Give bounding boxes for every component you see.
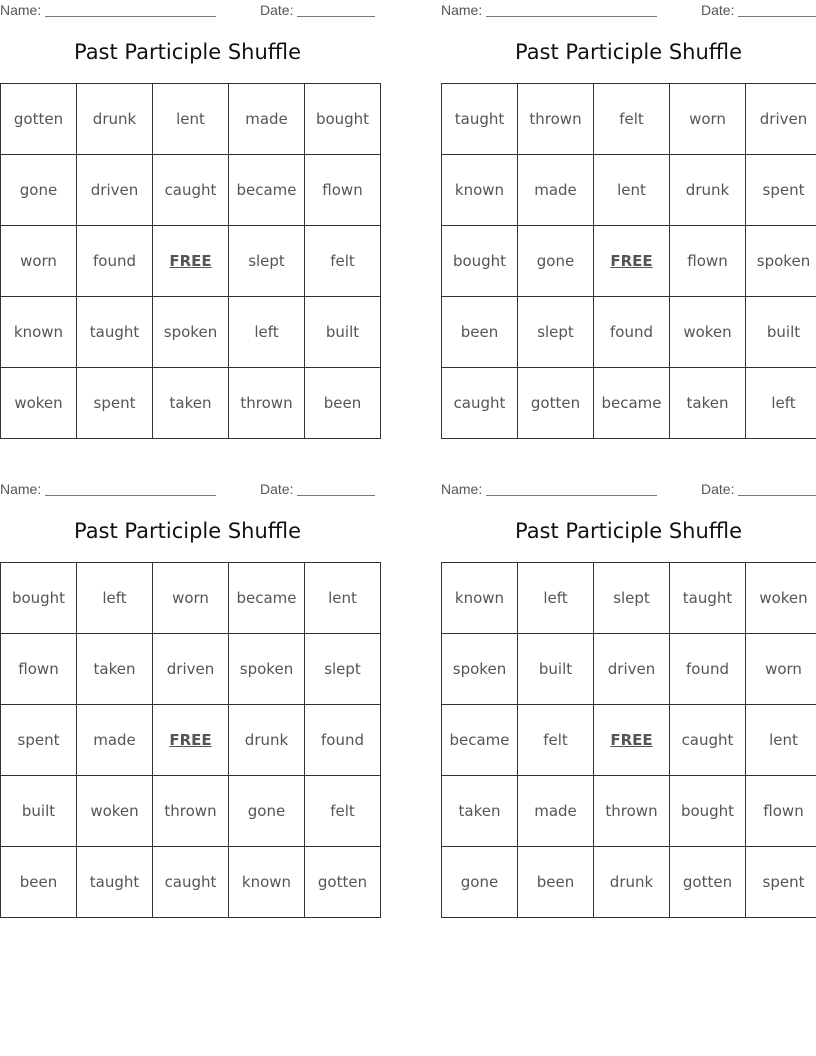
name-label: Name: [441, 2, 483, 18]
grid-cell: bought [1, 563, 77, 634]
grid-cell: taught [77, 847, 153, 918]
grid-cell: bought [305, 84, 381, 155]
grid-cell: spoken [153, 297, 229, 368]
grid-cell: gone [1, 155, 77, 226]
grid-cell: became [229, 563, 305, 634]
grid-cell: bought [670, 776, 746, 847]
grid-cell: built [305, 297, 381, 368]
bingo-card-3 [0, 479, 375, 919]
date-label: Date: [260, 2, 294, 18]
card-title: Past Participle Shuffle [73, 519, 302, 543]
name-blank [486, 16, 657, 17]
grid-cell: flown [670, 226, 746, 297]
grid-cell: gotten [1, 84, 77, 155]
grid-cell: driven [153, 634, 229, 705]
date-blank [297, 16, 375, 17]
bingo-grid [0, 83, 381, 439]
grid-row [1, 297, 381, 368]
grid-cell: woken [746, 563, 816, 634]
grid-cell: made [77, 705, 153, 776]
grid-cell: slept [229, 226, 305, 297]
grid-cell: made [518, 155, 594, 226]
grid-cell: spent [1, 705, 77, 776]
grid-cell: taken [442, 776, 518, 847]
grid-cell: built [746, 297, 816, 368]
grid-cell: lent [746, 705, 816, 776]
grid-cell: been [1, 847, 77, 918]
grid-cell: worn [1, 226, 77, 297]
grid-cell: worn [153, 563, 229, 634]
grid-cell: been [442, 297, 518, 368]
grid-cell: left [77, 563, 153, 634]
free-space-cell: FREE [594, 705, 670, 776]
date-label: Date: [260, 481, 294, 497]
grid-cell: lent [305, 563, 381, 634]
bingo-card-1 [0, 0, 375, 440]
grid-cell: felt [594, 84, 670, 155]
grid-cell: caught [153, 847, 229, 918]
grid-cell: became [594, 368, 670, 439]
grid-row [1, 155, 381, 226]
grid-cell: gone [229, 776, 305, 847]
grid-cell: taught [77, 297, 153, 368]
name-blank [45, 16, 216, 17]
grid-cell: thrown [229, 368, 305, 439]
grid-cell: known [442, 563, 518, 634]
grid-cell: became [229, 155, 305, 226]
grid-cell: known [229, 847, 305, 918]
grid-cell: felt [305, 226, 381, 297]
grid-row [442, 368, 816, 439]
grid-cell: driven [594, 634, 670, 705]
grid-row [1, 705, 381, 776]
grid-cell: slept [305, 634, 381, 705]
grid-cell: spoken [746, 226, 816, 297]
card-header [0, 2, 375, 20]
grid-row [442, 847, 816, 918]
grid-cell: taught [670, 563, 746, 634]
bingo-grid [441, 562, 816, 918]
card-header [441, 481, 816, 499]
grid-cell: thrown [594, 776, 670, 847]
grid-cell: flown [305, 155, 381, 226]
grid-cell: caught [670, 705, 746, 776]
card-header [0, 481, 375, 499]
date-blank [738, 495, 816, 496]
grid-row [1, 776, 381, 847]
grid-cell: taken [153, 368, 229, 439]
grid-row [442, 226, 816, 297]
grid-row [1, 84, 381, 155]
grid-cell: flown [1, 634, 77, 705]
name-label: Name: [0, 481, 42, 497]
grid-cell: felt [518, 705, 594, 776]
grid-cell: taken [77, 634, 153, 705]
grid-cell: made [229, 84, 305, 155]
bingo-grid [441, 83, 816, 439]
grid-cell: driven [746, 84, 816, 155]
grid-cell: lent [594, 155, 670, 226]
grid-cell: spent [746, 847, 816, 918]
free-space-cell: FREE [153, 705, 229, 776]
grid-cell: spent [77, 368, 153, 439]
grid-cell: drunk [229, 705, 305, 776]
grid-cell: gone [518, 226, 594, 297]
grid-cell: gone [442, 847, 518, 918]
card-header [441, 2, 816, 20]
date-label: Date: [701, 481, 735, 497]
grid-cell: worn [746, 634, 816, 705]
grid-cell: taught [442, 84, 518, 155]
grid-cell: thrown [153, 776, 229, 847]
grid-cell: left [746, 368, 816, 439]
grid-row [442, 634, 816, 705]
grid-cell: drunk [670, 155, 746, 226]
grid-cell: drunk [77, 84, 153, 155]
grid-cell: built [518, 634, 594, 705]
grid-cell: gotten [305, 847, 381, 918]
name-label: Name: [441, 481, 483, 497]
grid-cell: found [594, 297, 670, 368]
grid-cell: gotten [670, 847, 746, 918]
grid-cell: made [518, 776, 594, 847]
grid-cell: been [518, 847, 594, 918]
grid-row [1, 847, 381, 918]
grid-cell: spoken [442, 634, 518, 705]
name-blank [45, 495, 216, 496]
grid-row [1, 226, 381, 297]
card-title: Past Participle Shuffle [73, 40, 302, 64]
date-blank [738, 16, 816, 17]
grid-cell: drunk [594, 847, 670, 918]
grid-cell: left [229, 297, 305, 368]
grid-cell: left [518, 563, 594, 634]
grid-cell: built [1, 776, 77, 847]
bingo-card-4 [441, 479, 816, 919]
grid-cell: spent [746, 155, 816, 226]
free-space-cell: FREE [153, 226, 229, 297]
date-label: Date: [701, 2, 735, 18]
card-title: Past Participle Shuffle [514, 519, 743, 543]
grid-row [442, 705, 816, 776]
grid-row [442, 297, 816, 368]
grid-row [1, 563, 381, 634]
grid-cell: woken [670, 297, 746, 368]
grid-cell: slept [594, 563, 670, 634]
grid-cell: taken [670, 368, 746, 439]
name-blank [486, 495, 657, 496]
grid-cell: slept [518, 297, 594, 368]
grid-cell: woken [1, 368, 77, 439]
grid-cell: caught [153, 155, 229, 226]
grid-row [1, 368, 381, 439]
grid-cell: been [305, 368, 381, 439]
grid-cell: felt [305, 776, 381, 847]
grid-cell: driven [77, 155, 153, 226]
free-space-cell: FREE [594, 226, 670, 297]
grid-cell: gotten [518, 368, 594, 439]
grid-cell: woken [77, 776, 153, 847]
grid-row [1, 634, 381, 705]
grid-cell: found [77, 226, 153, 297]
bingo-grid [0, 562, 381, 918]
grid-cell: spoken [229, 634, 305, 705]
grid-row [442, 84, 816, 155]
grid-cell: caught [442, 368, 518, 439]
grid-cell: worn [670, 84, 746, 155]
grid-cell: bought [442, 226, 518, 297]
grid-cell: became [442, 705, 518, 776]
card-title: Past Participle Shuffle [514, 40, 743, 64]
grid-cell: known [1, 297, 77, 368]
grid-row [442, 155, 816, 226]
grid-cell: flown [746, 776, 816, 847]
grid-cell: thrown [518, 84, 594, 155]
grid-cell: found [305, 705, 381, 776]
bingo-card-2 [441, 0, 816, 440]
grid-cell: lent [153, 84, 229, 155]
grid-row [442, 776, 816, 847]
grid-cell: known [442, 155, 518, 226]
grid-cell: found [670, 634, 746, 705]
date-blank [297, 495, 375, 496]
grid-row [442, 563, 816, 634]
name-label: Name: [0, 2, 42, 18]
